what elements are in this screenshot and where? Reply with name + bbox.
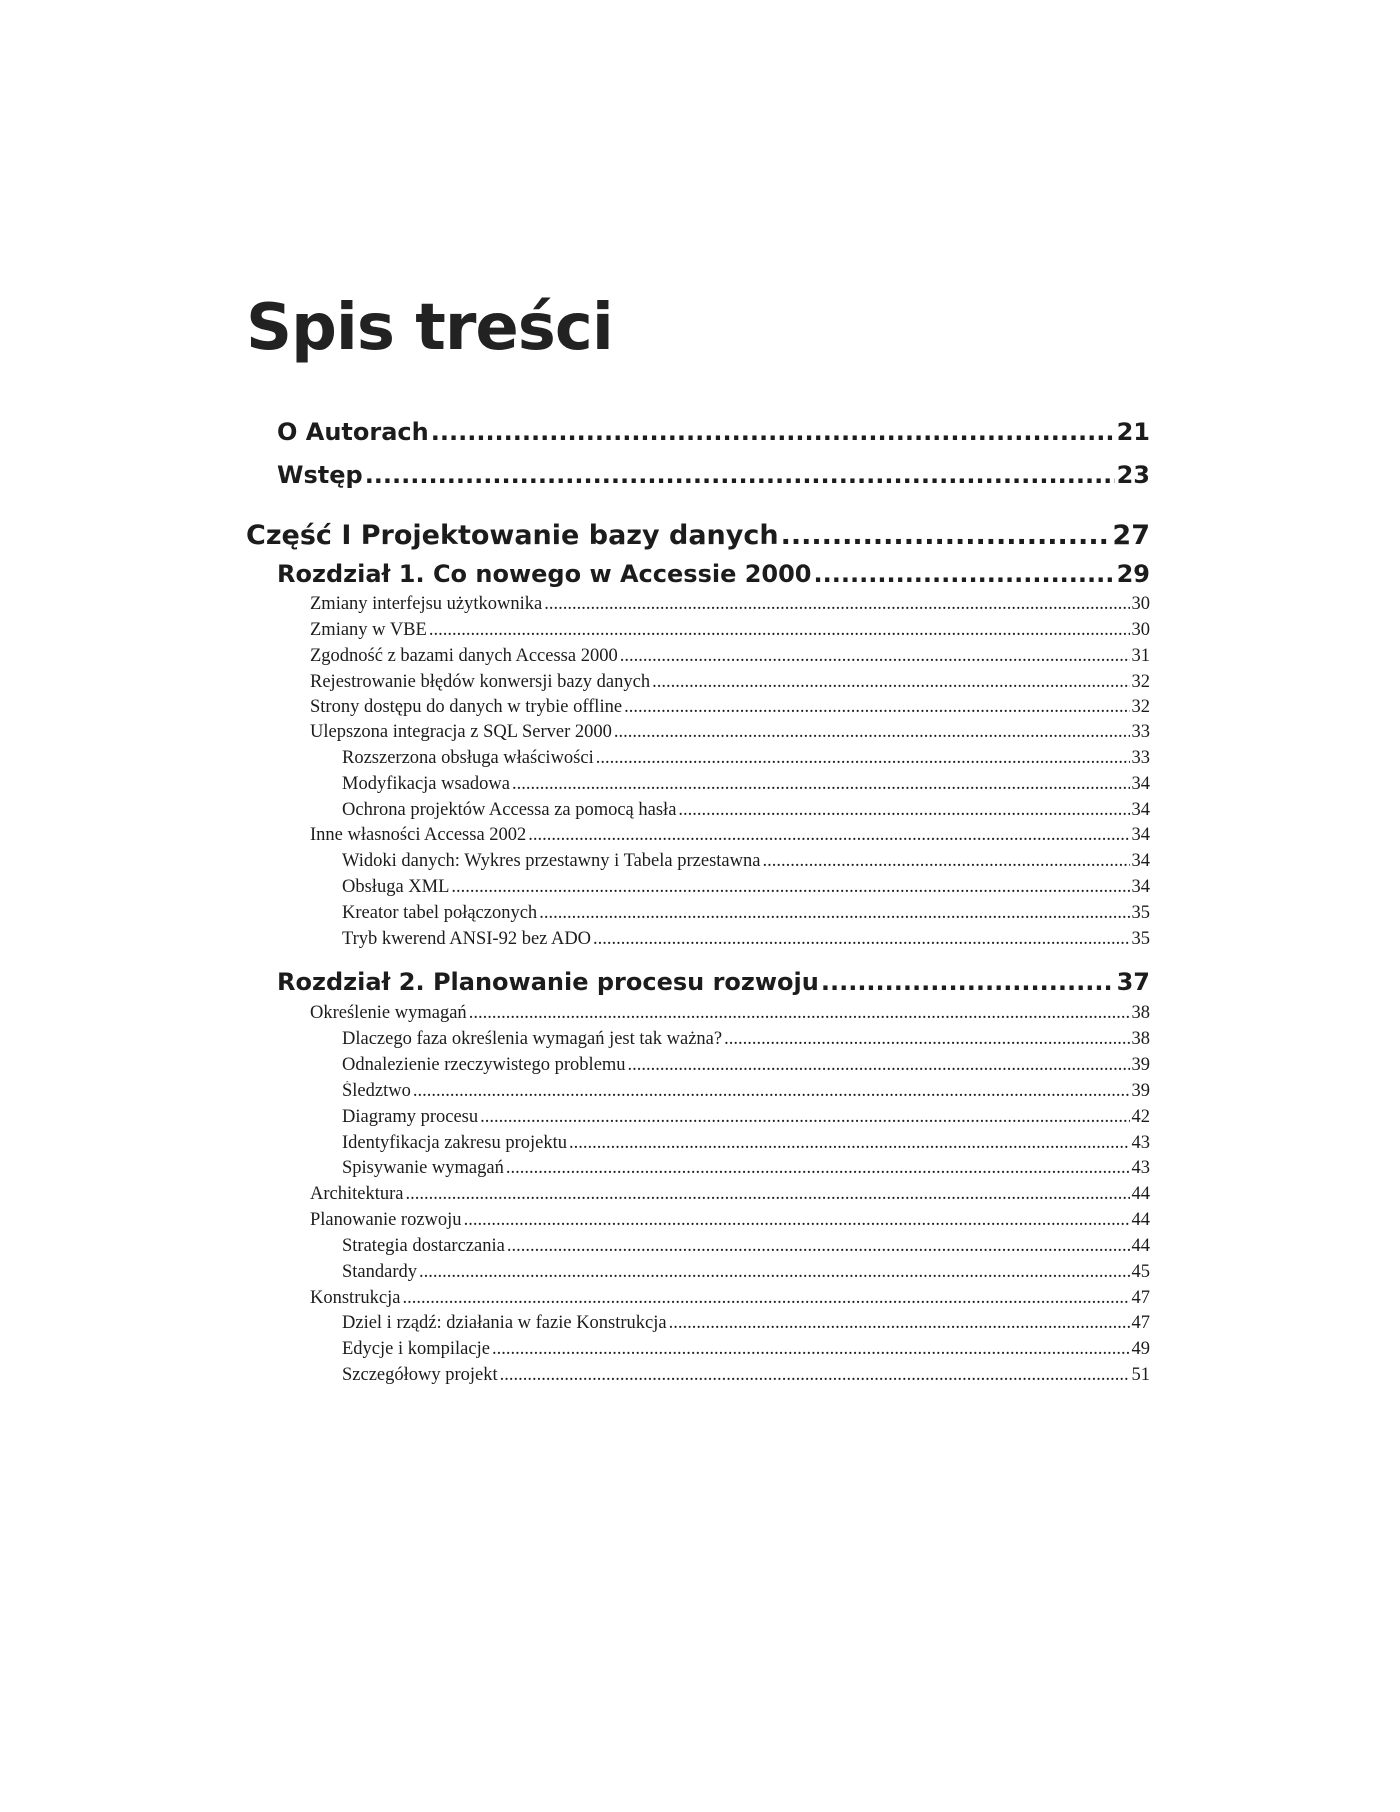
toc-entry[interactable] [342,1313,1150,1334]
dot-leader [431,418,1115,446]
toc-entry[interactable] [277,418,1150,446]
dot-leader [762,851,1129,872]
dot-leader [569,1133,1130,1154]
dot-leader [500,1365,1130,1386]
toc-entry-title: Spisywanie wymagań [342,1158,504,1178]
toc-entry-title: Zgodność z bazami danych Accessa 2000 [310,646,618,666]
toc-entry-title: Szczegółowy projekt [342,1365,498,1385]
toc-entry-title: Rozdział 2. Planowanie procesu rozwoju [277,968,819,996]
toc-entry[interactable] [342,1236,1150,1257]
toc-entry[interactable] [277,560,1150,588]
toc-entry[interactable] [342,1107,1150,1128]
toc-entry[interactable] [310,646,1150,667]
toc-entry[interactable] [342,1339,1150,1360]
dot-leader [781,520,1111,551]
toc-entry[interactable] [310,825,1150,846]
toc-entry-page: 44 [1131,1210,1150,1230]
toc-entry-title: Strony dostępu do danych w trybie offline [310,697,623,717]
toc-entry[interactable] [310,1288,1150,1309]
toc-entry-title: Określenie wymagań [310,1003,467,1023]
toc-entry[interactable] [342,877,1150,898]
toc-entry-title: Inne własności Accessa 2002 [310,825,527,845]
dot-leader [593,929,1129,950]
toc-entry-page: 35 [1131,903,1150,923]
toc-entry-title: Kreator tabel połączonych [342,903,538,923]
toc-entry-title: Standardy [342,1262,418,1282]
dot-leader [614,722,1130,743]
dot-leader [492,1339,1130,1360]
dot-leader [507,1236,1130,1257]
dot-leader [512,774,1130,795]
dot-leader [406,1184,1130,1205]
dot-leader [528,825,1129,846]
toc-entry-title: Strategia dostarczania [342,1236,505,1256]
toc-entry-page: 34 [1131,774,1150,794]
toc-entry-page: 33 [1131,722,1150,742]
toc-entry-page: 47 [1131,1288,1150,1308]
toc-entry-page: 38 [1131,1003,1150,1023]
toc-entry-title: Edycje i kompilacje [342,1339,490,1359]
toc-entry-page: 32 [1131,672,1150,692]
toc-entry[interactable] [277,461,1150,489]
toc-entry-title: Śledztwo [342,1081,411,1101]
toc-entry-title: Część I Projektowanie bazy danych [246,520,779,551]
toc-entry[interactable] [342,1365,1150,1386]
toc-entry-page: 38 [1131,1029,1150,1049]
dot-leader [652,672,1129,693]
dot-leader [429,620,1130,641]
toc-entry[interactable] [342,774,1150,795]
toc-entry[interactable] [342,1029,1150,1050]
dot-leader [724,1029,1129,1050]
toc-entry-page: 30 [1131,594,1150,614]
toc-entry-page: 44 [1131,1236,1150,1256]
toc-entry-title: Rozszerzona obsługa właściwości [342,748,594,768]
dot-leader [480,1107,1129,1128]
toc-entry[interactable] [342,748,1150,769]
toc-entry-title: O Autorach [277,418,429,446]
toc-entry-title: Tryb kwerend ANSI-92 bez ADO [342,929,592,949]
toc-entry-page: 32 [1131,697,1150,717]
dot-leader [620,646,1130,667]
dot-leader [365,461,1115,489]
toc-entry-page: 29 [1116,560,1150,588]
toc-entry-page: 35 [1131,929,1150,949]
toc-entry[interactable] [277,968,1150,996]
toc-entry-page: 47 [1131,1313,1150,1333]
toc-entry[interactable] [342,929,1150,950]
toc-entry-page: 34 [1131,825,1150,845]
toc-entry[interactable] [342,1133,1150,1154]
toc-entry-title: Ulepszona integracja z SQL Server 2000 [310,722,612,742]
toc-entry-title: Dlaczego faza określenia wymagań jest tak ważna? [342,1029,723,1049]
toc-entry-page: 34 [1131,800,1150,820]
dot-leader [669,1313,1130,1334]
toc-entry-title: Wstęp [277,461,363,489]
toc-entry[interactable] [310,1003,1150,1024]
toc-entry[interactable] [310,697,1150,718]
toc-entry[interactable] [310,620,1150,641]
toc-entry-page: 37 [1116,968,1150,996]
dot-leader [469,1003,1130,1024]
toc-entry[interactable] [310,594,1150,615]
dot-leader [544,594,1129,615]
toc-entry-title: Architektura [310,1184,404,1204]
toc-entry-page: 42 [1131,1107,1150,1127]
dot-leader [402,1288,1129,1309]
toc-entry[interactable] [342,1055,1150,1076]
dot-leader [596,748,1130,769]
toc-entry-page: 31 [1131,646,1150,666]
dot-leader [419,1262,1129,1283]
toc-entry[interactable] [246,520,1150,551]
dot-leader [624,697,1129,718]
toc-entry-title: Modyfikacja wsadowa [342,774,510,794]
toc-entry[interactable] [342,1081,1150,1102]
toc-entry-page: 45 [1131,1262,1150,1282]
dot-leader [539,903,1129,924]
toc-entry-page: 34 [1131,851,1150,871]
dot-leader [413,1081,1130,1102]
toc-entry-title: Obsługa XML [342,877,450,897]
toc-entry[interactable] [342,1262,1150,1283]
toc-entry-page: 21 [1116,418,1150,446]
dot-leader [628,1055,1130,1076]
page-title: Spis treści [246,291,613,365]
toc-entry-page: 39 [1131,1081,1150,1101]
toc-entry-title: Diagramy procesu [342,1107,479,1127]
toc-entry[interactable] [310,722,1150,743]
toc-entry[interactable] [310,1184,1150,1205]
toc-entry-title: Rejestrowanie błędów konwersji bazy danych [310,672,651,692]
dot-leader [678,800,1129,821]
dot-leader [814,560,1115,588]
toc-entry-title: Zmiany w VBE [310,620,427,640]
toc-entry-title: Rozdział 1. Co nowego w Accessie 2000 [277,560,812,588]
toc-entry-page: 34 [1131,877,1150,897]
dot-leader [464,1210,1130,1231]
toc-entry-title: Konstrukcja [310,1288,401,1308]
toc-entry-title: Zmiany interfejsu użytkownika [310,594,543,614]
toc-entry-page: 49 [1131,1339,1150,1359]
toc-entry-title: Widoki danych: Wykres przestawny i Tabela przestawna [342,851,761,871]
toc-entry-title: Planowanie rozwoju [310,1210,462,1230]
dot-leader [506,1158,1130,1179]
toc-entry-page: 43 [1131,1133,1150,1153]
dot-leader [451,877,1129,898]
toc-entry-title: Odnalezienie rzeczywistego problemu [342,1055,626,1075]
toc-entry[interactable] [342,1158,1150,1179]
toc-entry-page: 39 [1131,1055,1150,1075]
toc-entry-title: Dziel i rządź: działania w fazie Konstrukcja [342,1313,667,1333]
toc-entry-page: 44 [1131,1184,1150,1204]
toc-entry-page: 23 [1116,461,1150,489]
toc-entry[interactable] [310,1210,1150,1231]
toc-entry-title: Ochrona projektów Accessa za pomocą hasła [342,800,677,820]
toc-entry[interactable] [342,851,1150,872]
toc-entry-page: 43 [1131,1158,1150,1178]
toc-entry-title: Identyfikacja zakresu projektu [342,1133,567,1153]
toc-entry[interactable] [342,800,1150,821]
dot-leader [821,968,1115,996]
toc-entry-page: 27 [1112,520,1150,551]
toc-entry-page: 51 [1131,1365,1150,1385]
toc-entry-page: 33 [1131,748,1150,768]
toc-entry-page: 30 [1131,620,1150,640]
toc-entry[interactable] [342,903,1150,924]
toc-entry[interactable] [310,672,1150,693]
